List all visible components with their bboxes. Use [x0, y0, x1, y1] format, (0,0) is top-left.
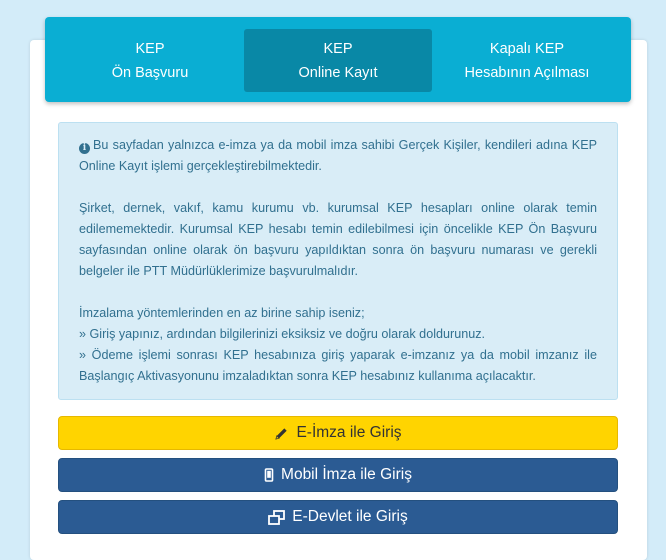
- tab-label-line2: Hesabının Açılması: [464, 64, 590, 81]
- tab-kapali-kep[interactable]: [431, 29, 623, 92]
- info-bullet-1: » Giriş yapınız, ardından bilgilerinizi eksiksiz ve doğru olarak doldurunuz.: [79, 327, 486, 341]
- tab-label-line1: Kapalı KEP: [489, 40, 565, 57]
- tab-bar: [45, 17, 631, 102]
- info-paragraph-1: [79, 135, 597, 177]
- mobil-imza-login-label: Mobil İmza ile Giriş: [281, 466, 412, 483]
- info-paragraph-3: İmzalama yöntemlerinden en az birine sahip iseniz;: [79, 306, 365, 320]
- tab-label-line2: Ön Başvuru: [111, 64, 189, 81]
- eimza-login-button[interactable]: [58, 416, 618, 450]
- tab-label-line2: Online Kayıt: [298, 64, 378, 81]
- info-bullet-2: » Ödeme işlemi sonrası KEP hesabınıza giriş yaparak e-imzanız ya da mobil imzanız ile Başlangıç Aktivasyonunu imzaladıktan sonra KEP hesabınız kullanıma açılacaktır.: [79, 348, 597, 383]
- info-alert: [58, 122, 618, 400]
- info-paragraph-2: Şirket, dernek, vakıf, kamu kurumu vb. kurumsal KEP hesapları online olarak temin edilememektedir. Kurumsal KEP hesabı temin edilebilmesi için öncelikle KEP Ön Başvuru sayfasından online olarak ön başvuru yapıldıktan sonra ön başvuru numarası ve gerekli belgeler ile PTT Müdürlüklerimize başvurulmalıdır.: [79, 201, 597, 278]
- eimza-login-label: E-İmza ile Giriş: [296, 424, 402, 441]
- info-text-1: Bu sayfadan yalnızca e-imza ya da mobil imza sahibi Gerçek Kişiler, kendileri adına KEP Online Kayıt işlemi gerçekleştirebilmektedir.: [79, 138, 597, 173]
- edevlet-login-button[interactable]: [58, 500, 618, 534]
- tab-online-kayit[interactable]: [244, 29, 432, 92]
- pencil-icon: [274, 426, 289, 441]
- tab-label-line1: KEP: [135, 40, 165, 57]
- tab-on-basvuru[interactable]: [55, 29, 245, 92]
- windows-restore-icon: [268, 510, 285, 525]
- info-circle-icon: i: [79, 143, 90, 154]
- tab-label-line1: KEP: [323, 40, 353, 57]
- mobile-phone-icon: [264, 468, 274, 482]
- edevlet-login-label: E-Devlet ile Giriş: [292, 508, 408, 525]
- mobil-imza-login-button[interactable]: [58, 458, 618, 492]
